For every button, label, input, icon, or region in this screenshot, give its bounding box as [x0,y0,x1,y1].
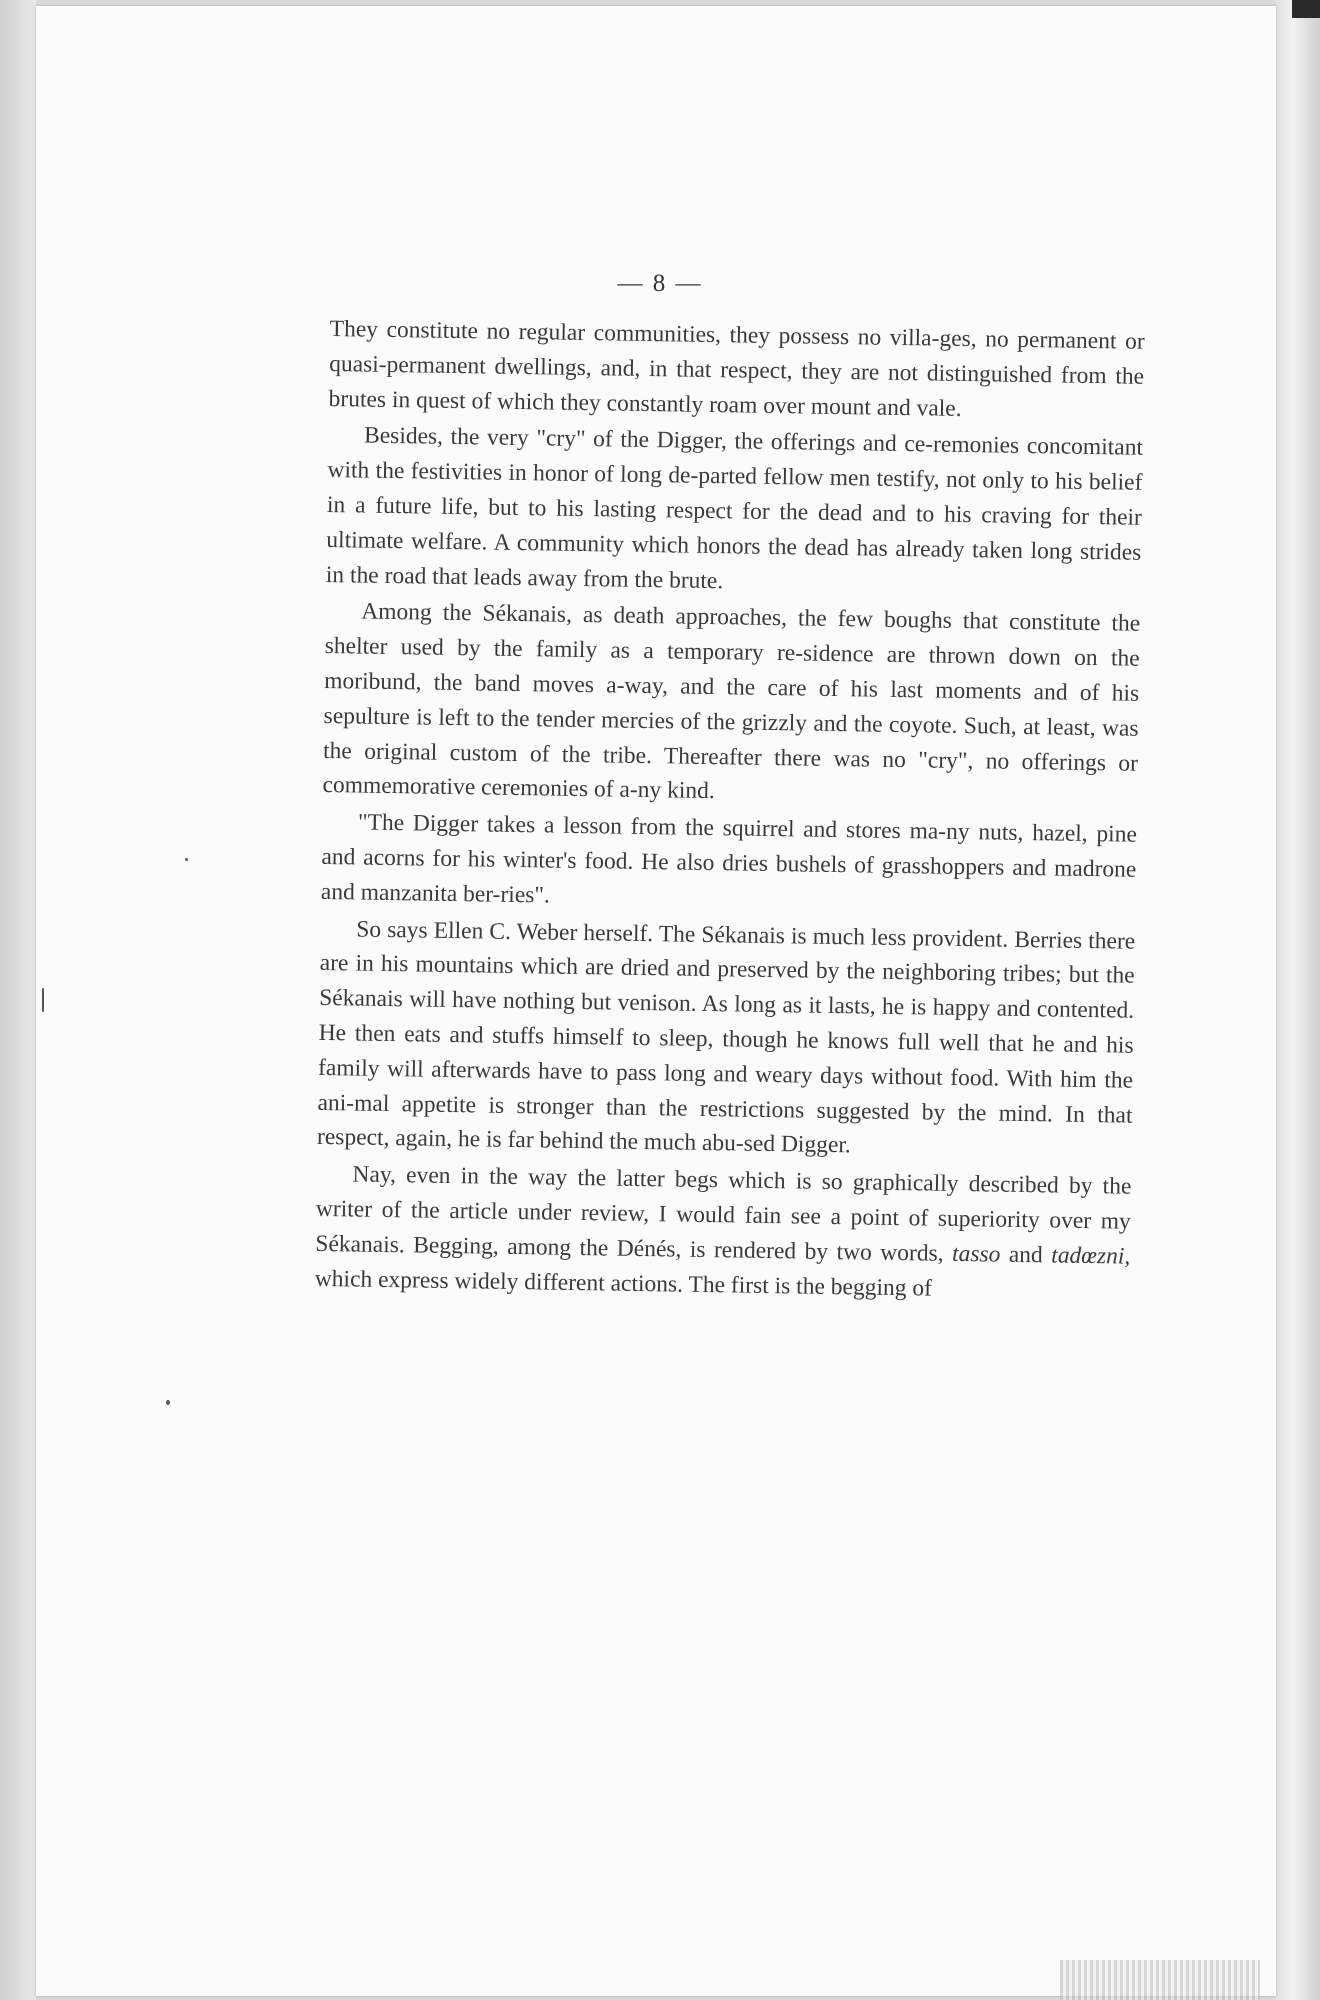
page-number: — 8 — [617,270,703,297]
paragraph-4: "The Digger takes a lesson from the squirrel and stores ma-ny nuts, hazel, pine and acorns for his winter's food. He also dries bushels of grasshoppers and madrone and manzanita ber-ries". [320,809,1138,909]
paragraph-6-middle: and [1000,1241,1052,1269]
term-tasso: tasso [951,1240,1001,1268]
term-tadoezni: tadœzni, [1051,1242,1131,1270]
paragraph-3: Among the Sékanais, as death approaches, the few boughs that constitute the shelter used by the family as a temporary re-sidence are thrown down on the moribund, the band moves a-way, and the care of his last moments and of his sepulture is left to the tender mercies of the grizzly and the coyote. Such, at least, was the original custom of the tribe. Thereafter there was no "cry", no offerings or commemorative ceremonies of a-ny kind. [322,598,1141,805]
paragraph-6 [315,1157,1132,1309]
paragraph-6-end: which express widely different actions. The first is the begging of [314,1265,933,1302]
ink-speck [185,858,188,861]
paragraph-6-start: Nay, even in the way the latter begs which is so graphically described by the writer of the article under review, I would fain see a point of superiority over my Sékanais. Begging, among the Dénés, is rendered by two words, [315,1161,1132,1267]
body-text [315,312,1145,1311]
left-page-shadow [0,0,36,2000]
paragraph-2: Besides, the very "cry" of the Digger, the offerings and ce-remonies concomitant with the festivities in honor of long de-parted fellow men testify, not only to his belief in a future life, but to his lasting respect for the dead and to his craving for their ultimate welfare. A community which honors the dead has already taken long strides in the road that leads away from the brute. [325,422,1144,594]
right-edge-strip [1276,0,1320,2000]
scan-noise [1060,1960,1260,2000]
paragraph-1: They constitute no regular communities, they possess no villa-ges, no permanent or quasi-permanent dwellings, and, in that respect, they are not distinguished from the brutes in quest of which they constantly roam over mount and vale. [328,315,1145,422]
paragraph-5: So says Ellen C. Weber herself. The Sékanais is much less provident. Berries there are in his mountains which are dried and preserved by the neighboring tribes; but the Sékanais will have nothing but venison. As long as it lasts, he is happy and contented. He then eats and stuffs himself to sleep, though he knows full well that he and his family will afterwards have to pass long and weary days without food. With him the ani-mal appetite is stronger than the restrictions suggested by the mind. In that respect, again, he is far behind the much abu-sed Digger. [316,916,1136,1159]
scanner-edge-mark [1292,0,1320,18]
ink-speck [42,988,44,1012]
ink-speck [166,1400,170,1405]
